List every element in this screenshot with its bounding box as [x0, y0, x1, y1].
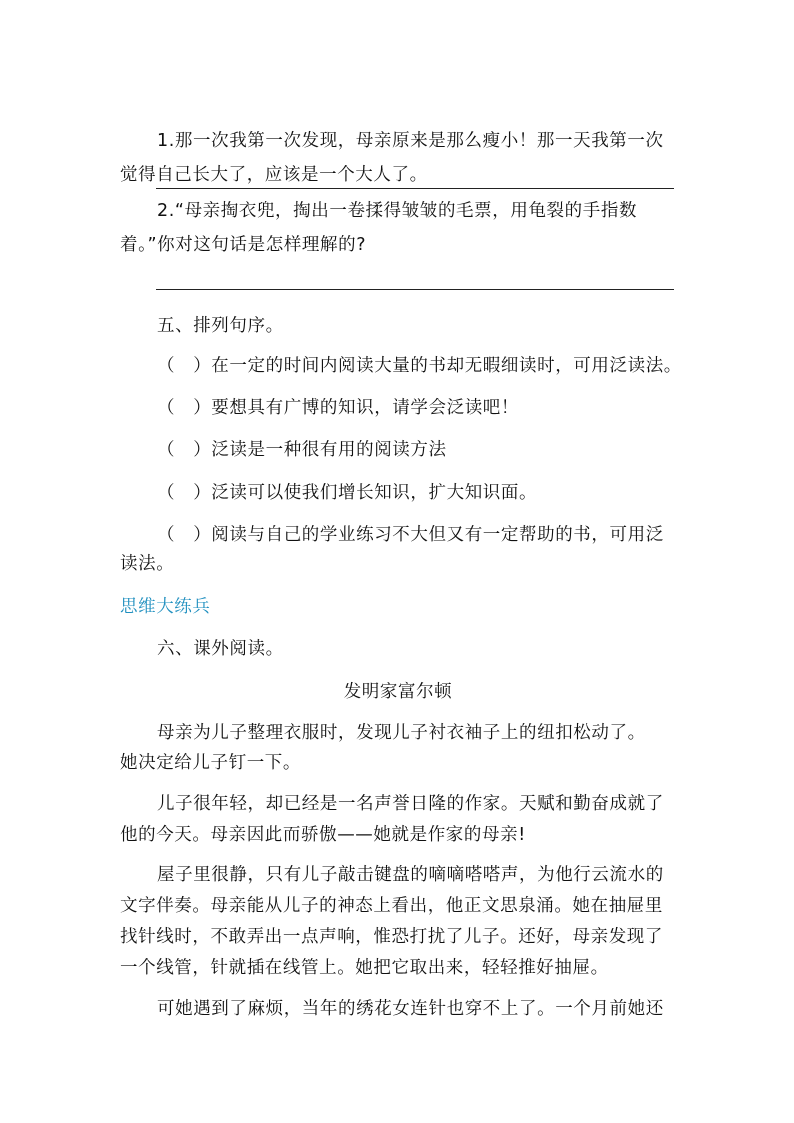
question-1-line-2: 觉得自己长大了，应该是一个大人了。: [120, 165, 428, 185]
paragraph-4-line-1: 可她遇到了麻烦，当年的绣花女连针也穿不上了。一个月前她还: [157, 999, 664, 1019]
answer-line-1[interactable]: [156, 188, 674, 189]
ordering-item-2: （ ）要想具有广博的知识，请学会泛读吧！: [157, 398, 519, 418]
paragraph-3-line-4: 一个线管，针就插在线管上。她把它取出来，轻轻推好抽屉。: [120, 958, 609, 978]
question-2-line-2: 着。”你对这句话是怎样理解的?: [120, 235, 367, 255]
paragraph-1-line-2: 她决定给儿子钉一下。: [120, 753, 301, 773]
ordering-item-5-continued: 读法。: [120, 554, 175, 574]
ordering-item-1: （ ）在一定的时间内阅读大量的书却无暇细读时，可用泛读法。: [157, 356, 682, 376]
ordering-item-5: （ ）阅读与自己的学业练习不大但又有一定帮助的书，可用泛: [157, 525, 664, 545]
section-6-heading: 六、课外阅读。: [157, 639, 284, 659]
thinking-practice-label: 思维大练兵: [120, 597, 211, 617]
section-5-heading: 五、排列句序。: [157, 316, 284, 336]
question-2-line-1: 2.“母亲掏衣兜，掏出一卷揉得皱皱的毛票，用龟裂的手指数: [157, 201, 638, 221]
paragraph-3-line-2: 文字伴奏。母亲能从儿子的神态上看出，他正文思泉涌。她在抽屉里: [120, 896, 663, 916]
paragraph-3-line-3: 找针线时，不敢弄出一点声响，惟恐打扰了儿子。还好，母亲发现了: [120, 927, 663, 947]
paragraph-2-line-1: 儿子很年轻，却已经是一名声誉日隆的作家。天赋和勤奋成就了: [157, 794, 664, 814]
paragraph-2-line-2: 他的今天。母亲因此而骄傲——她就是作家的母亲!: [120, 825, 526, 845]
answer-line-2[interactable]: [156, 289, 674, 290]
ordering-item-3: （ ）泛读是一种很有用的阅读方法: [157, 440, 447, 460]
paragraph-1-line-1: 母亲为儿子整理衣服时，发现儿子衬衣袖子上的纽扣松动了。: [157, 723, 646, 743]
story-title: 发明家富尔顿: [343, 682, 453, 702]
ordering-item-4: （ ）泛读可以使我们增长知识，扩大知识面。: [157, 483, 538, 503]
paragraph-3-line-1: 屋子里很静，只有儿子敲击键盘的嘀嘀嗒嗒声，为他行云流水的: [157, 865, 664, 885]
question-1-line-1: 1.那一次我第一次发现，母亲原来是那么瘦小！那一天我第一次: [157, 131, 664, 151]
